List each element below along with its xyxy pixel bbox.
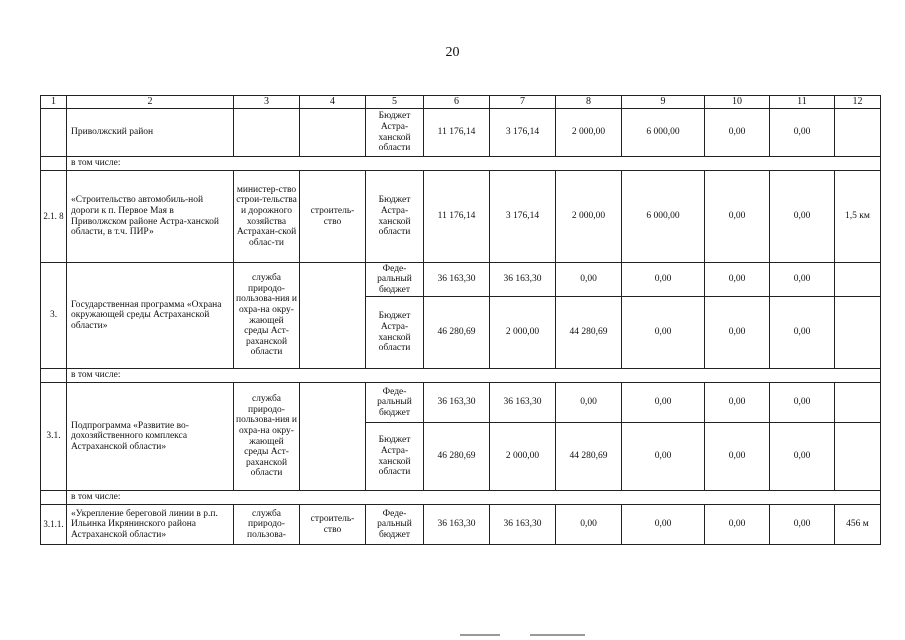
value-cell: 0,00 [705, 109, 770, 157]
header-cell: 4 [300, 96, 366, 109]
header-cell: 11 [770, 96, 835, 109]
row-number [41, 491, 67, 505]
value-cell [835, 383, 881, 423]
value-cell: 0,00 [770, 297, 835, 369]
value-cell: 46 280,69 [424, 297, 490, 369]
table-row [41, 263, 881, 297]
header-cell: 12 [835, 96, 881, 109]
value-cell: 36 163,30 [424, 505, 490, 545]
value-cell: 0,00 [705, 505, 770, 545]
budget-source: Бюджет Астра-ханской области [366, 423, 424, 491]
budget-source: Феде-ральный бюджет [366, 505, 424, 545]
budget-source: Феде-ральный бюджет [366, 263, 424, 297]
budget-source: Бюджет Астра-ханской области [366, 297, 424, 369]
value-cell: 46 280,69 [424, 423, 490, 491]
header-cell: 5 [366, 96, 424, 109]
value-cell: 0,00 [622, 383, 705, 423]
type-cell [300, 263, 366, 369]
value-cell: 0,00 [556, 505, 622, 545]
row-number: 3.1. [41, 383, 67, 491]
table-row [41, 383, 881, 423]
value-cell: 0,00 [705, 171, 770, 263]
value-cell: 0,00 [622, 505, 705, 545]
row-name: Государственная программа «Охрана окружающей среды Астраханской области» [67, 263, 234, 369]
type-cell [300, 109, 366, 157]
value-cell: 0,00 [770, 109, 835, 157]
value-cell: 0,00 [770, 383, 835, 423]
value-cell [835, 297, 881, 369]
table-row [41, 491, 881, 505]
value-cell: 0,00 [622, 297, 705, 369]
value-cell: 0,00 [770, 263, 835, 297]
value-cell: 3 176,14 [490, 109, 556, 157]
value-cell: 456 м [835, 505, 881, 545]
value-cell: 2 000,00 [490, 297, 556, 369]
type-cell: строитель-ство [300, 171, 366, 263]
value-cell: 0,00 [705, 263, 770, 297]
value-cell: 11 176,14 [424, 109, 490, 157]
table-row [41, 109, 881, 157]
value-cell: 0,00 [705, 423, 770, 491]
header-cell: 10 [705, 96, 770, 109]
value-cell: 36 163,30 [490, 383, 556, 423]
subtotal-label: в том числе: [67, 369, 881, 383]
type-cell [300, 383, 366, 491]
value-cell: 0,00 [770, 171, 835, 263]
row-number [41, 157, 67, 171]
scan-artifact [460, 634, 590, 637]
value-cell [835, 263, 881, 297]
value-cell: 11 176,14 [424, 171, 490, 263]
row-name: Подпрограмма «Развитие во-дохозяйственного комплекса Астраханской области» [67, 383, 234, 491]
value-cell: 44 280,69 [556, 423, 622, 491]
header-cell: 2 [67, 96, 234, 109]
table-row [41, 369, 881, 383]
value-cell [835, 423, 881, 491]
row-name: «Строительство автомобиль-ной дороги к п. Первое Мая в Приволжском районе Астра-ханской области, в т.ч. ПИР» [67, 171, 234, 263]
page-number: 20 [445, 45, 460, 60]
value-cell: 0,00 [770, 423, 835, 491]
value-cell: 1,5 км [835, 171, 881, 263]
value-cell: 2 000,00 [556, 171, 622, 263]
value-cell: 0,00 [556, 383, 622, 423]
header-cell: 6 [424, 96, 490, 109]
value-cell: 2 000,00 [556, 109, 622, 157]
value-cell: 44 280,69 [556, 297, 622, 369]
executor-cell [234, 109, 300, 157]
row-number [41, 369, 67, 383]
value-cell: 6 000,00 [622, 171, 705, 263]
value-cell: 6 000,00 [622, 109, 705, 157]
value-cell: 0,00 [770, 505, 835, 545]
budget-source: Бюджет Астра-ханской области [366, 171, 424, 263]
value-cell: 0,00 [556, 263, 622, 297]
value-cell: 0,00 [705, 297, 770, 369]
value-cell: 36 163,30 [424, 383, 490, 423]
table-row [41, 157, 881, 171]
row-number: 3.1.1. [41, 505, 67, 545]
value-cell: 36 163,30 [490, 263, 556, 297]
budget-table [40, 95, 881, 545]
value-cell: 0,00 [622, 263, 705, 297]
header-cell: 7 [490, 96, 556, 109]
budget-source: Бюджет Астра-ханской области [366, 109, 424, 157]
table-row [41, 171, 881, 263]
value-cell: 2 000,00 [490, 423, 556, 491]
header-cell: 3 [234, 96, 300, 109]
row-name: Приволжский район [67, 109, 234, 157]
row-name: «Укрепление береговой линии в р.п. Ильинка Икрянинского района Астраханской области» [67, 505, 234, 545]
row-number: 3. [41, 263, 67, 369]
row-number [41, 109, 67, 157]
header-row [41, 96, 881, 109]
value-cell: 0,00 [705, 383, 770, 423]
header-cell: 8 [556, 96, 622, 109]
executor-cell: служба природо-пользова- [234, 505, 300, 545]
value-cell: 36 163,30 [490, 505, 556, 545]
scan-mark [460, 634, 500, 636]
executor-cell: министер-ство строи-тельства и дорожного хозяйства Астрахан-ской облас-ти [234, 171, 300, 263]
budget-source: Феде-ральный бюджет [366, 383, 424, 423]
executor-cell: служба природо-пользова-ния и охра-на окру-жающей среды Аст-раханской области [234, 263, 300, 369]
executor-cell: служба природо-пользова-ния и охра-на окру-жающей среды Аст-раханской области [234, 383, 300, 491]
row-number: 2.1. 8 [41, 171, 67, 263]
value-cell: 0,00 [622, 423, 705, 491]
value-cell: 36 163,30 [424, 263, 490, 297]
scan-mark [530, 634, 585, 636]
table-row [41, 505, 881, 545]
subtotal-label: в том числе: [67, 157, 881, 171]
value-cell [835, 109, 881, 157]
header-cell: 1 [41, 96, 67, 109]
subtotal-label: в том числе: [67, 491, 881, 505]
header-cell: 9 [622, 96, 705, 109]
type-cell: строитель-ство [300, 505, 366, 545]
value-cell: 3 176,14 [490, 171, 556, 263]
